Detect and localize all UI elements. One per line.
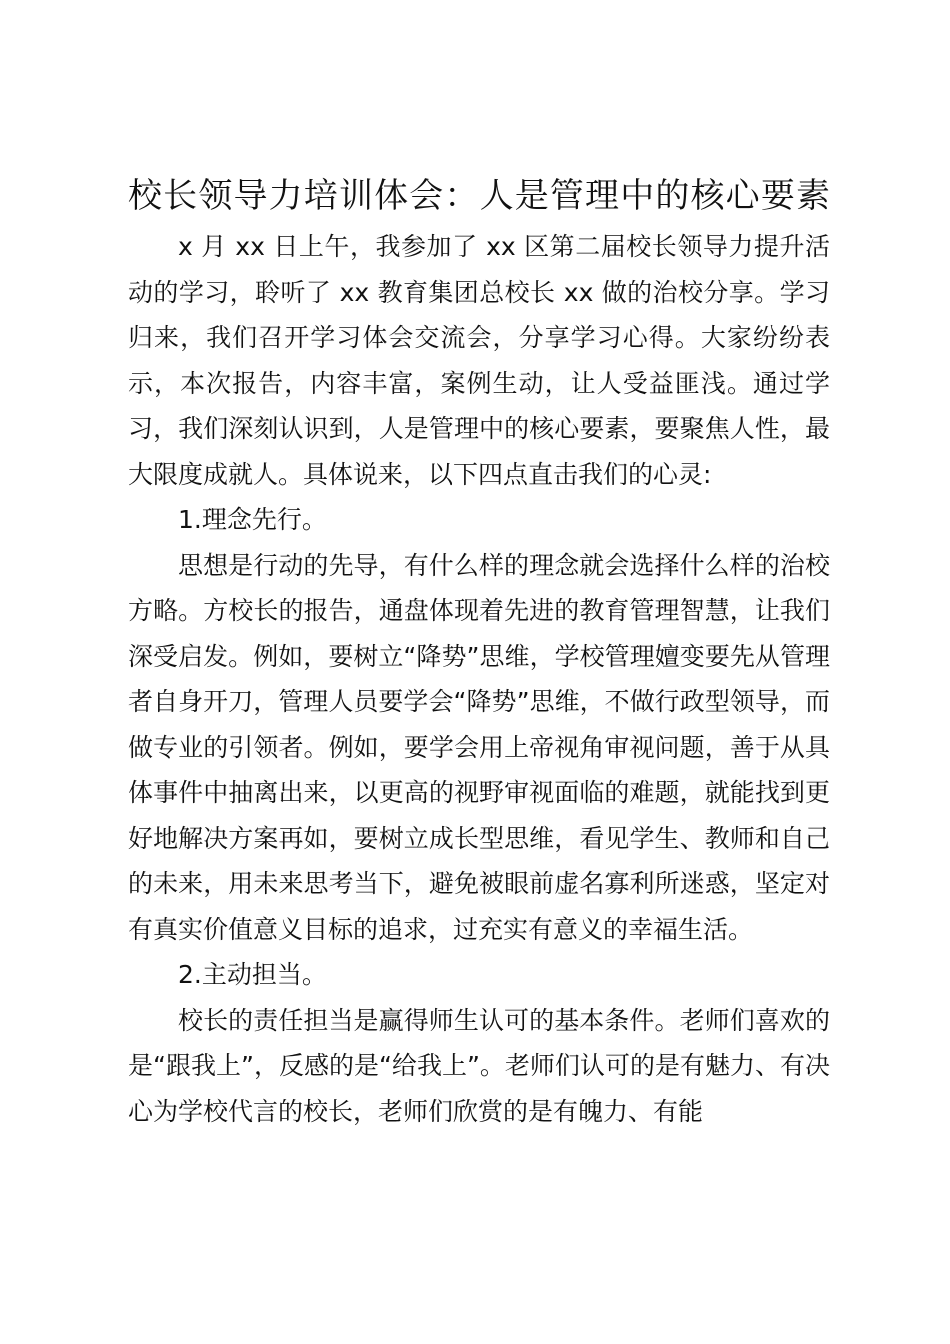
section-heading: 1.理念先行。 [178, 505, 327, 534]
section-heading: 2.主动担当。 [178, 960, 327, 989]
document-page [128, 168, 830, 1134]
body-paragraph: x 月 xx 日上午，我参加了 xx 区第二届校长领导力提升活动的学习，聆听了 xx 教育集团总校长 xx 做的治校分享。学习归来，我们召开学习体会交流会，分享学习心得。大家纷纷表示，本次报告，内容丰富，案例生动，让人受益匪浅。通过学习，我们深刻认识到，人是管理中的核心要素，要聚焦人性，最大限度成就人。具体说来，以下四点直击我们的心灵: [128, 232, 830, 489]
body-paragraph: 校长的责任担当是赢得师生认可的基本条件。老师们喜欢的是“跟我上”，反感的是“给我上”。老师们认可的是有魅力、有决心为学校代言的校长，老师们欣赏的是有魄力、有能 [128, 1005, 830, 1126]
document-title: 校长领导力培训体会：人是管理中的核心要素 [128, 176, 830, 216]
body-paragraph: 思想是行动的先导，有什么样的理念就会选择什么样的治校方略。方校长的报告，通盘体现着先进的教育管理智慧，让我们深受启发。例如，要树立“降势”思维，学校管理嬗变要先从管理者自身开刀，管理人员要学会“降势”思维，不做行政型领导，而做专业的引领者。例如，要学会用上帝视角审视问题，善于从具体事件中抽离出来，以更高的视野审视面临的难题，就能找到更好地解决方案再如，要树立成长型思维，看见学生、教师和自己的未来，用未来思考当下，避免被眼前虚名寡利所迷惑，坚定对有真实价值意义目标的追求，过充实有意义的幸福生活。 [128, 550, 830, 944]
